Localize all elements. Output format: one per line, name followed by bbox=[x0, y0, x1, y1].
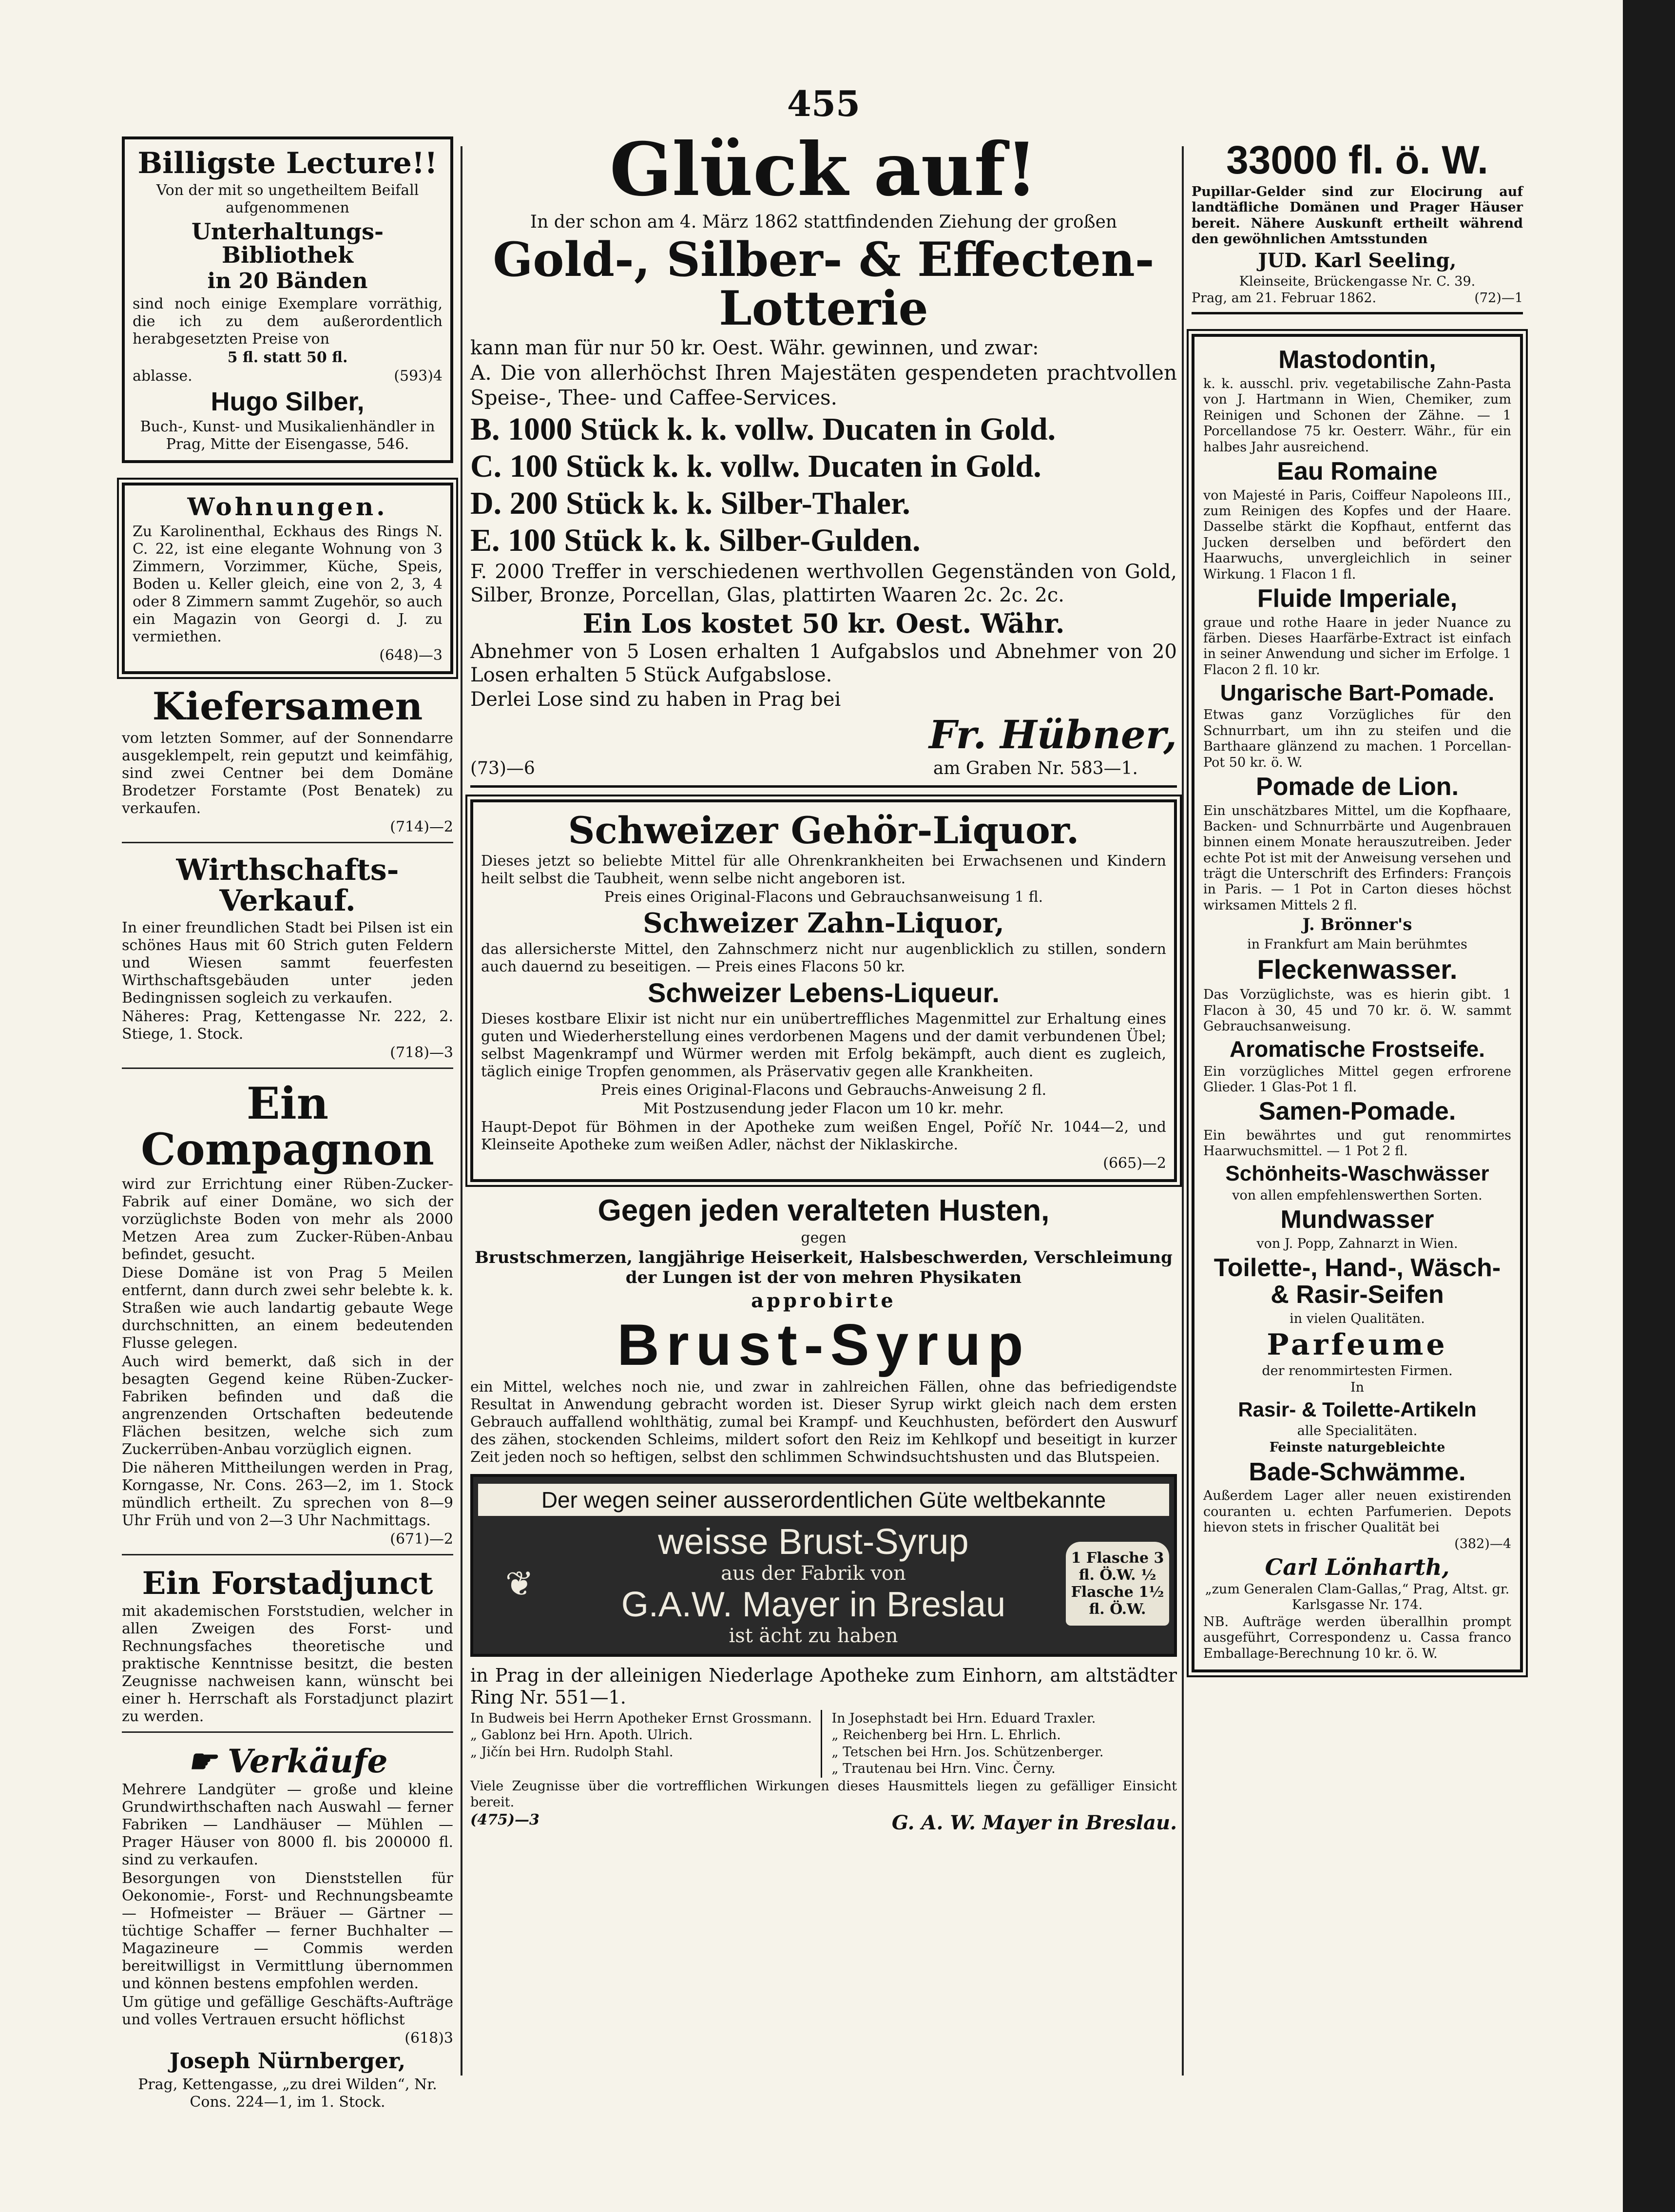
product-title: Parfeume bbox=[1267, 1327, 1448, 1362]
product-text: k. k. ausschl. priv. vegetabilische Zahn-Pasta von J. Hartmann in Wien, Chemiker, zum Reinigen und Schonen der Zähne. — 1 Porcellandose 75 kr. Oesterr. Währ., für ein halbes Jahr ausreichend. bbox=[1203, 376, 1511, 455]
ad-text: Dieses kostbare Elixir ist nicht nur ein unübertreffliches Magenmittel zur Erhaltung eines guten und Wiederherstellung eines verdorbenen Magens und der damit verbundenen Übel; selbst Magenkrampf und Würmer werden mit Erfolg bekämpft, auch dient es zugleich, täglich einige Tropfen genommen, als Präservativ gegen alle Krankheiten. bbox=[481, 1010, 1166, 1080]
prize-f: F. 2000 Treffer in verschiedenen werthvollen Gegenständen von Gold, Silber, Bronze, Porcellan, Glas, plattirten Waaren 2c. 2c. 2c. bbox=[470, 560, 1177, 606]
dealer-item: „ Reichenberg bei Hrn. L. Ehrlich. bbox=[831, 1727, 1061, 1743]
ad-text: Buch-, Kunst- und Musikalienhändler in Prag, Mitte der Eisengasse, 546. bbox=[140, 418, 435, 453]
ad-text: in Prag in der alleinigen Niederlage Apotheke zum Einhorn, am altstädter Ring Nr. 551—1. bbox=[470, 1664, 1177, 1708]
ad-title: Wirthschafts-Verkauf. bbox=[176, 853, 399, 918]
ad-verkaeufe bbox=[122, 1742, 453, 2111]
ad-text: (73)—6 am Graben Nr. 583—1. bbox=[470, 758, 1138, 779]
product-text: Ein vorzügliches Mittel gegen erfrorene Glieder. 1 Glas-Pot 1 fl. bbox=[1203, 1064, 1511, 1095]
product-text: Das Vorzüglichste, was es hierin gibt. 1 Flacon à 30, 45 und 70 kr. ö. W. sammt Gebrauchsanweisung. bbox=[1203, 987, 1511, 1034]
ad-price: Ein Los kostet 50 kr. Oest. Währ. bbox=[582, 607, 1065, 639]
ad-text: Viele Zeugnisse über die vortrefflichen Wirkungen dieses Hausmittels liegen zu gefälliger Einsicht bereit. bbox=[470, 1779, 1177, 1810]
ad-wirthschaft bbox=[122, 855, 453, 1069]
ad-text: ein Mittel, welches noch nie, und zwar in zahlreichen Fällen, ohne das befriedigendste Resultat in Anwendung gebracht worden ist. Dieser Syrup wirkt gleich nach dem ersten Gebrauch auffallend wohlthätig, zumal bei Krampf- und Keuchhusten, befördert den Auswurf des zähen, stockenden Schleims, mildert sofort den Reiz im Kehlkopf und beseitigt in kurzer Zeit jeden noch so heftigen, selbst den schlimmen Schwindsuchtshusten und das Blutspeien. bbox=[470, 1378, 1177, 1466]
product-title: Mundwasser bbox=[1280, 1205, 1434, 1234]
ad-signature: Joseph Nürnberger, bbox=[169, 2049, 406, 2074]
ad-text: Von der mit so ungetheiltem Beifall aufgenommenen bbox=[156, 182, 419, 216]
ad-price: Preis eines Original-Flacons und Gebrauchsanweisung 1 fl. bbox=[604, 889, 1043, 906]
ad-text: ablasse. (593)4 bbox=[133, 367, 443, 385]
product-title: J. Brönner's bbox=[1302, 915, 1412, 935]
brust-syrup-banner bbox=[470, 1474, 1177, 1657]
bottle-label: 1 Flasche 3 fl. Ö.W. ½ Flasche 1½ fl. Ö.W. bbox=[1071, 1550, 1164, 1618]
product-title: Schönheits-Waschwässer bbox=[1225, 1161, 1489, 1185]
product-title: Fleckenwasser. bbox=[1257, 954, 1458, 985]
dealer-item: „ Trautenau bei Hrn. Vinc. Černy. bbox=[831, 1761, 1056, 1776]
column-rule-right bbox=[1182, 146, 1184, 2076]
ad-ref: (648)—3 bbox=[379, 646, 443, 664]
ad-text: gegen bbox=[801, 1229, 847, 1246]
ad-ref: (665)—2 bbox=[1103, 1154, 1166, 1172]
product-title: Mastodontin, bbox=[1278, 346, 1436, 374]
bottle-icon bbox=[1066, 1542, 1169, 1626]
ad-ref: (671)—2 bbox=[390, 1530, 453, 1548]
product-text: Ein bewährtes und gut renommirtes Haarwuchsmittel. — 1 Pot 2 fl. bbox=[1203, 1127, 1511, 1159]
ad-text: Näheres: Prag, Kettengasse Nr. 222, 2. Stiege, 1. Stock. bbox=[122, 1008, 453, 1043]
product-title: Ungarische Bart-Pomade. bbox=[1220, 680, 1495, 706]
dealer-item: „ Jičín bei Hrn. Rudolph Stahl. bbox=[470, 1744, 674, 1760]
product-text: graue und rothe Haare in jeder Nuance zu färben. Dieses Haarfärbe-Extract ist einfach in seiner Anwendung und sicher im Erfolge. 1 Flacon 2 fl. 10 kr. bbox=[1203, 615, 1511, 678]
ad-text: Um gütige und gefällige Geschäfts-Aufträge und volles Vertrauen ersucht höflichst bbox=[122, 1994, 453, 2029]
ad-text: vom letzten Sommer, auf der Sonnendarre ausgeklempelt, rein geputzt und keimfähig, sind zwei Centner bei dem Domäne Brodetzer Forstamte (Post Benatek) zu verkaufen. bbox=[122, 729, 453, 817]
product-text: In bbox=[1350, 1380, 1365, 1396]
ad-lottery bbox=[470, 127, 1177, 788]
ad-text: In einer freundlichen Stadt bei Pilsen ist ein schönes Haus mit 60 Strich guten Feldern und Wiesen sammt feuerfesten Wirthschaftsgebäuden unter jeden Bedingnissen sogleich zu verkaufen. bbox=[122, 919, 453, 1007]
page-number: 455 bbox=[787, 83, 861, 124]
ad-ref: (382)—4 bbox=[1454, 1536, 1511, 1552]
product-text: Feinste naturgebleichte bbox=[1269, 1440, 1445, 1455]
ad-signature: JUD. Karl Seeling, bbox=[1258, 249, 1457, 272]
left-column bbox=[122, 136, 453, 2112]
banner-text: ist ächt zu haben bbox=[729, 1624, 898, 1647]
ad-signature: Carl Lönharth, bbox=[1265, 1553, 1450, 1580]
ad-text: Zu Karolinenthal, Eckhaus des Rings N. C. 22, ist eine elegante Wohnung von 3 Zimmern, Vorzimmer, Küche, Speis, Boden u. Keller gleich, eine von 2, 3, 4 oder 8 Zimmern sammt Zugehör, so auch ein Magazin von Georgi d. J. zu vermiethen. bbox=[133, 523, 443, 645]
ad-cosmetics bbox=[1192, 334, 1523, 1672]
product-text: Etwas ganz Vorzügliches für den Schnurrbart, um ihn zu steifen und die Barthaare glänzend zu machen. 1 Porcellan-Pot 50 kr. ö. W. bbox=[1203, 707, 1511, 770]
ad-text: Haupt-Depot für Böhmen in der Apotheke zum weißen Engel, Poříč Nr. 1044—2, und Kleinseite Apotheke zum weißen Adler, nächst der Niklaskirche. bbox=[481, 1118, 1166, 1153]
prize-e: E. 100 Stück k. k. Silber-Gulden. bbox=[470, 522, 921, 558]
ad-price: Preis eines Original-Flacons und Gebrauchs-Anweisung 2 fl. bbox=[600, 1081, 1047, 1099]
product-text: alle Specialitäten. bbox=[1297, 1423, 1418, 1438]
ad-text: Die näheren Mittheilungen werden in Prag, Korngasse, Nr. Cons. 263—2, im 1. Stock mündlich ertheilt. Zu sprechen von 8—9 Uhr Früh und von 2—3 Uhr Nachmittags. bbox=[122, 1459, 453, 1529]
ad-text: sind noch einige Exemplare vorräthig, die ich zu dem außerordentlich herabgesetzten Preise von bbox=[133, 295, 443, 348]
banner-title: G.A.W. Mayer in Breslau bbox=[621, 1585, 1006, 1624]
ad-schweizer bbox=[470, 799, 1177, 1182]
banner-title: weisse Brust-Syrup bbox=[658, 1521, 969, 1562]
ad-text: In der schon am 4. März 1862 stattfindenden Ziehung der großen bbox=[530, 212, 1117, 232]
product-title: Bade-Schwämme. bbox=[1249, 1457, 1466, 1486]
ad-text: wird zur Errichtung einer Rüben-Zucker-Fabrik auf einer Domäne, wo sich der vorzüglichste Boden von mehr als 2000 Metzen Area zum Zucker-Rüben-Anbau befindet, gesucht. bbox=[122, 1175, 453, 1263]
ad-text: Dieses jetzt so beliebte Mittel für alle Ohrenkrankheiten bei Erwachsenen und Kindern heilt selbst die Taubheit, wenn selbe nicht angeboren ist. bbox=[481, 853, 1166, 888]
ad-forstadjunct bbox=[122, 1567, 453, 1733]
ad-ref: (618)3 bbox=[404, 2030, 453, 2047]
ad-kiefersamen bbox=[122, 684, 453, 843]
ad-text: Diese Domäne ist von Prag 5 Meilen entfernt, dann durch zwei sehr belebte k. k. Straßen wie auch landartig gebaute Wege durchschnitten, an einem bedeutenden Flusse gelegen. bbox=[122, 1264, 453, 1352]
product-text: von J. Popp, Zahnarzt in Wien. bbox=[1256, 1236, 1458, 1251]
product-text: NB. Aufträge werden überallhin prompt ausgeführt, Correspondenz u. Cassa franco Emballage-Berechnung 10 kr. ö. W. bbox=[1203, 1614, 1511, 1661]
product-text: in vielen Qualitäten. bbox=[1290, 1311, 1425, 1326]
product-text: Ein unschätzbares Mittel, um die Kopfhaare, Backen- und Schnurrbärte und Augenbrauen binnen einem Monate herauszutreiben. Jeder echte Pot ist mit der Anweisung versehen und trägt die Unterschrift des Erfinders: François in Paris. — 1 Pot in Carton dieses höchst wirksamen Mittels 2 fl. bbox=[1203, 803, 1511, 913]
middle-column bbox=[470, 127, 1177, 1835]
prize-d: D. 200 Stück k. k. Silber-Thaler. bbox=[470, 485, 910, 521]
product-text: in Frankfurt am Main berühmtes bbox=[1247, 936, 1467, 952]
ad-subtitle: Schweizer Lebens-Liqueur. bbox=[648, 977, 1000, 1009]
ad-signature: (475)—3 G. A. W. Mayer in Breslau. bbox=[470, 1811, 1177, 1835]
ad-subtitle: Unterhaltungs-Bibliothek bbox=[191, 218, 384, 269]
ad-text: Brustschmerzen, langjährige Heiserkeit, Halsbeschwerden, Verschleimung der Lungen ist der von mehren Physikaten bbox=[475, 1247, 1173, 1287]
product-title: Toilette-, Hand-, Wäsch- & Rasir-Seifen bbox=[1213, 1254, 1501, 1309]
dealer-list bbox=[470, 1710, 1177, 1778]
ad-title: Billigste Lecture!! bbox=[137, 146, 438, 180]
ad-text: kann man für nur 50 kr. Oest. Währ. gewinnen, und zwar: bbox=[470, 337, 1039, 360]
ad-text: Prag, am 21. Februar 1862. (72)—1 bbox=[1192, 291, 1523, 306]
dealer-item: In Josephstadt bei Hrn. Eduard Traxler. bbox=[831, 1710, 1096, 1726]
right-column bbox=[1192, 136, 1523, 1685]
ad-title: ☛ Verkäufe bbox=[187, 1742, 388, 1781]
ad-brust-syrup bbox=[470, 1193, 1177, 1835]
ad-text: Besorgungen von Dienststellen für Oekonomie-, Forst- und Rechnungsbeamte — Hofmeister — Bräuer — Gärtner — tüchtige Schaffer — ferner Buchhalter — Magazineure — Commis werden bereitwilligst in Vermittlung übernommen und können bestens empfohlen werden. bbox=[122, 1870, 453, 1993]
ad-title: Ein Compagnon bbox=[141, 1077, 434, 1176]
product-title: Eau Romaine bbox=[1277, 457, 1438, 485]
ad-subtitle: in 20 Bänden bbox=[207, 268, 368, 293]
ad-title: Ein Forstadjunct bbox=[142, 1565, 433, 1602]
dealer-item: „ Gablonz bei Hrn. Apoth. Ulrich. bbox=[470, 1727, 693, 1743]
ad-text: mit akademischen Forststudien, welcher in allen Zweigen des Forst- und Rechnungsfaches theoretische und praktische Kenntnisse besitzt, die besten Zeugnisse nachweisen kann, wünscht bei einer h. Herrschaft als Forstadjunct plazirt zu werden. bbox=[122, 1603, 453, 1726]
ad-subtitle: Brust-Syrup bbox=[617, 1312, 1030, 1378]
ad-text: Pupillar-Gelder sind zur Elocirung auf landtäfliche Domänen und Prager Häuser bereit. Nähere Auskunft ertheilt während den gewöhnlichen Amtsstunden bbox=[1192, 184, 1523, 247]
ad-price: 5 fl. statt 50 fl. bbox=[227, 349, 348, 366]
product-text: Außerdem Lager aller neuen existirenden couranten u. echten Parfumerien. Depots hievon stets in frischer Qualität bei bbox=[1203, 1488, 1511, 1535]
ad-text: Prag, Kettengasse, „zu drei Wilden“, Nr. Cons. 224—1, im 1. Stock. bbox=[138, 2076, 437, 2111]
column-rule-left bbox=[461, 146, 462, 2076]
ad-text: Derlei Lose sind zu haben in Prag bei bbox=[470, 688, 841, 711]
ornament-icon: ❦ bbox=[505, 1564, 534, 1604]
ad-wohnungen bbox=[122, 483, 453, 674]
ad-signature: Fr. Hübner, bbox=[929, 712, 1177, 758]
pointing-hand-icon: ☛ bbox=[187, 1742, 216, 1781]
product-title: Fluide Imperiale, bbox=[1257, 584, 1458, 613]
product-text: der renommirtesten Firmen. bbox=[1262, 1363, 1453, 1378]
ad-title: Glück auf! bbox=[609, 127, 1038, 213]
ad-text: das allersicherste Mittel, den Zahnschmerz nicht nur augenblicklich zu stillen, sondern auch dauernd zu beseitigen. — Preis eines Flacons 50 kr. bbox=[481, 941, 1166, 976]
ad-title: Gegen jeden veralteten Husten, bbox=[597, 1193, 1050, 1227]
ad-ref: (718)—3 bbox=[390, 1044, 453, 1061]
ad-text: Kleinseite, Brückengasse Nr. C. 39. bbox=[1239, 273, 1476, 289]
prize-c: C. 100 Stück k. k. vollw. Ducaten in Gold. bbox=[470, 448, 1041, 484]
banner-text: Der wegen seiner ausserordentlichen Güte weltbekannte bbox=[478, 1484, 1169, 1516]
product-title: Pomade de Lion. bbox=[1255, 772, 1459, 801]
prize-a: A. Die von allerhöchst Ihren Majestäten gespendeten prachtvollen Speise-, Thee- und Caffee-Services. bbox=[470, 361, 1177, 409]
dealer-item: „ Tetschen bei Hrn. Jos. Schützenberger. bbox=[831, 1744, 1104, 1760]
ad-lecture bbox=[122, 136, 453, 463]
ad-subtitle: Schweizer Zahn-Liquor, bbox=[643, 907, 1004, 940]
product-title: Aromatische Frostseife. bbox=[1229, 1036, 1485, 1062]
ad-signature: Hugo Silber, bbox=[211, 387, 365, 416]
ad-title: Schweizer Gehör-Liquor. bbox=[568, 808, 1079, 852]
dealer-item: In Budweis bei Herrn Apotheker Ernst Grossmann. bbox=[470, 1710, 812, 1726]
product-text: von allen empfehlenswerthen Sorten. bbox=[1232, 1187, 1482, 1203]
banner-text: aus der Fabrik von bbox=[721, 1562, 906, 1585]
product-text: von Majesté in Paris, Coiffeur Napoleons III., zum Reinigen des Kopfes und der Haare. Dasselbe stärkt die Kopfhaut, entfernt das Jucken derselben und befördert den Haarwuchs, unvergleichlich in seiner Wirkung. 1 Flacon 1 fl. bbox=[1203, 487, 1511, 582]
product-title: Samen-Pomade. bbox=[1258, 1097, 1456, 1126]
ad-ref: (714)—2 bbox=[390, 818, 453, 835]
ad-compagnon bbox=[122, 1077, 453, 1555]
ad-text: Mit Postzusendung jeder Flacon um 10 kr. mehr. bbox=[643, 1100, 1004, 1117]
ad-title: 33000 fl. ö. W. bbox=[1226, 138, 1488, 182]
prize-b: B. 1000 Stück k. k. vollw. Ducaten in Gold. bbox=[470, 411, 1056, 447]
ad-text: Mehrere Landgüter — große und kleine Grundwirthschaften nach Auswahl — ferner Fabriken — Landhäuser — Mühlen — Prager Häuser von 8000 fl. bis 200000 fl. sind zu verkaufen. bbox=[122, 1781, 453, 1869]
ad-title: Wohnungen. bbox=[187, 492, 388, 522]
ad-title: Kiefersamen bbox=[152, 684, 423, 729]
product-text: „zum Generalen Clam-Gallas,“ Prag, Altst. gr. Karlsgasse Nr. 174. bbox=[1205, 1582, 1510, 1613]
ad-subtitle: approbirte bbox=[751, 1289, 896, 1312]
ad-text: Abnehmer von 5 Losen erhalten 1 Aufgabslos und Abnehmer von 20 Losen erhalten 5 Stück Aufgabslose. bbox=[470, 640, 1177, 687]
ad-subtitle: Gold-, Silber- & Effecten-Lotterie bbox=[493, 232, 1155, 336]
ad-pupillar bbox=[1192, 139, 1523, 314]
product-title: Rasir- & Toilette-Artikeln bbox=[1238, 1397, 1477, 1421]
ad-text: Auch wird bemerkt, daß sich in der besagten Gegend keine Rüben-Zucker-Fabriken befinden und daß die angrenzenden Ortschaften bedeutende Flächen besitzen, welche sich zum Zuckerrüben-Anbau vorzüglich eignen. bbox=[122, 1353, 453, 1458]
